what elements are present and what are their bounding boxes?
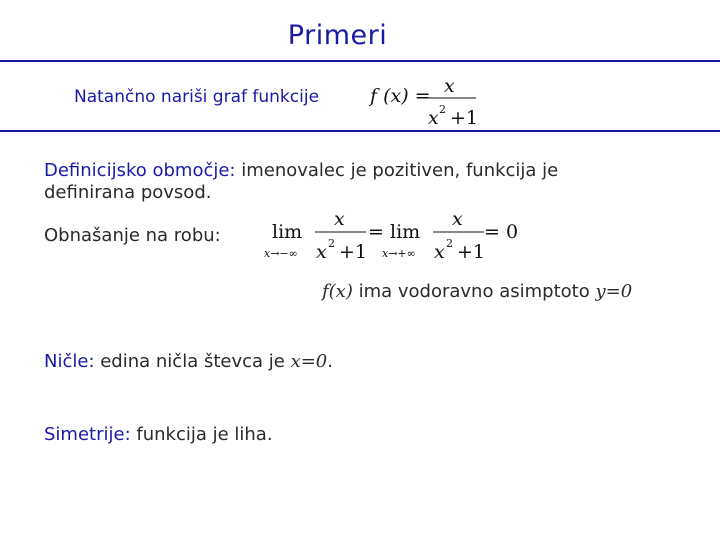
lim-right-den-base: x: [434, 241, 445, 263]
symmetry-line: [44, 424, 273, 446]
lim-left-den-rest: +1: [339, 241, 368, 263]
asymptote-text: ima vodoravno asimptoto: [352, 281, 596, 302]
lim-left-den-base: x: [316, 241, 327, 263]
zeros-text: edina ničla števca je: [94, 351, 291, 372]
zeros-line: [44, 351, 333, 373]
zeros-eq: x=0: [290, 351, 328, 372]
lim-right-sub: x→+∞: [382, 247, 416, 260]
task-formula: [366, 72, 486, 130]
behavior-heading: Obnašanje na robu:: [44, 225, 221, 246]
zeros-tail: .: [327, 351, 333, 372]
lim-equals: =: [368, 221, 384, 243]
domain-text-line1: imenovalec je pozitiven, funkcija je: [235, 160, 559, 181]
symmetry-heading: Simetrije:: [44, 424, 131, 445]
lim-right: lim: [390, 221, 421, 243]
lim-right-den-rest: +1: [457, 241, 486, 263]
task-label: Natančno nariši graf funkcije: [74, 87, 320, 107]
asymptote-fx: f(x): [322, 281, 353, 302]
lim-left-numerator: x: [334, 208, 345, 230]
lim-left: lim: [272, 221, 303, 243]
lim-result: = 0: [484, 221, 519, 243]
lim-left-sub: x→−∞: [264, 247, 298, 260]
asymptote-eq: y=0: [595, 281, 633, 302]
domain-heading: Definicijsko območje:: [44, 160, 236, 181]
title-rule-bottom: [0, 130, 720, 132]
lim-right-den-exp: 2: [446, 237, 453, 250]
formula-numerator: x: [444, 75, 455, 97]
page-title: Primeri: [287, 20, 388, 51]
lim-left-den-exp: 2: [328, 237, 335, 250]
formula-lhs: f (x) =: [370, 85, 431, 107]
title-rule-top: [0, 60, 720, 62]
zeros-heading: Ničle:: [44, 351, 95, 372]
lim-right-numerator: x: [452, 208, 463, 230]
symmetry-text: funkcija je liha.: [130, 424, 273, 445]
asymptote-line: [322, 281, 632, 303]
domain-text-line2: definirana povsod.: [44, 182, 212, 203]
limit-formula: [262, 204, 522, 268]
formula-den-rest: +1: [450, 107, 479, 129]
formula-den-exp: 2: [439, 103, 446, 116]
formula-den-base: x: [428, 107, 439, 129]
domain-section: [44, 160, 558, 204]
